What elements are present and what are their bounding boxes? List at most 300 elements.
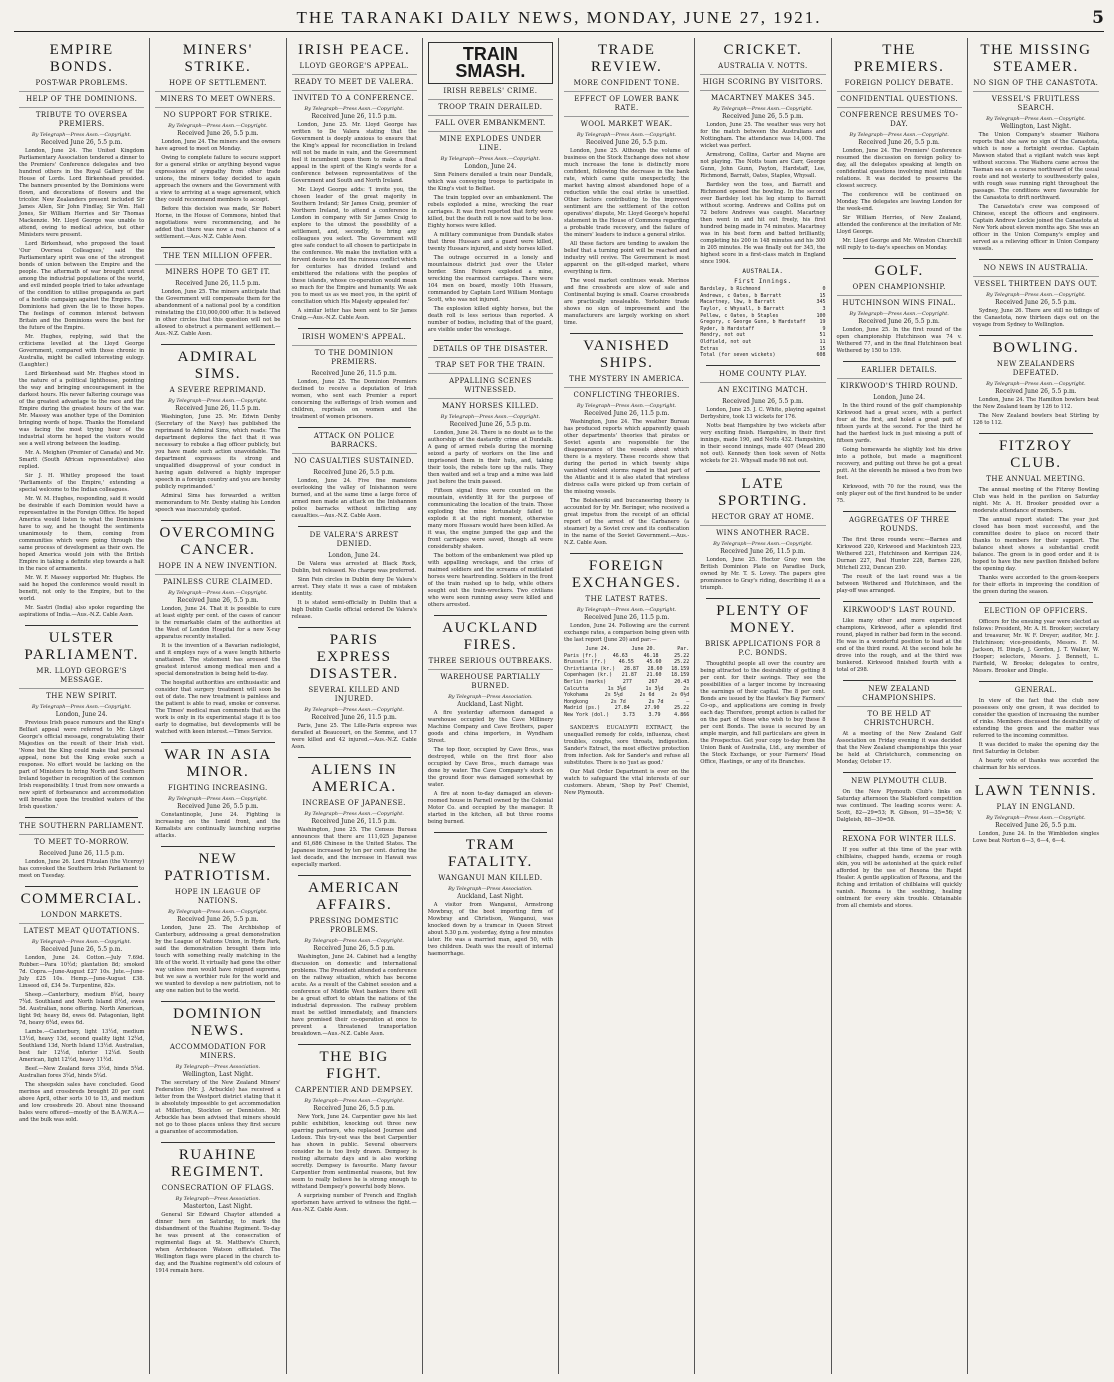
table-cell: 46.55 [618, 659, 634, 666]
article-paragraph: London, June 25. The miners anticipate that the Government will compensate them for the abandonment of a national pool by a condition reinstating the £10,000,000 offer. It is believed in other circles that this question will not be allowed to obstruct a permanent settlement.—Aus.-N.Z. Cable Assn. [155, 289, 281, 337]
table-cell: Ryder, b Hardstaff [700, 325, 755, 332]
article-subheading: KIRKWOOD'S THIRD ROUND. [837, 378, 962, 391]
data-table [700, 269, 825, 359]
article-dateline: Wellington, Last Night. [1000, 123, 1072, 130]
article-paragraph: A military communique from Dundalk states that three Hussars and a guard were killed, twenty Hussars injured, and sixty horses killed. [427, 232, 554, 252]
table-cell: Pellew, c Oates, b Staples [700, 312, 779, 319]
article-headline: ALIENS IN AMERICA. [310, 762, 398, 795]
table-cell: Madrid (ps.) [564, 705, 601, 712]
article-subheading: HOPE OF SETTLEMENT. [169, 79, 267, 87]
table-cell: 608 [816, 352, 826, 359]
table-cell: — [686, 698, 690, 705]
article [292, 757, 417, 869]
section-divider [434, 340, 547, 341]
article-headline: RUAHINE REGIMENT. [171, 1147, 265, 1180]
article-headline: THE PREMIERS. [853, 42, 945, 75]
article-paragraph: London, June 25. Mr. Lloyd George has written to De Valera stating that the Government is deeply anxious to ensure that the King's appeal for reconciliation in Ireland will not be made in vain, and the Government feel it incumbent upon them to make a final appeal in the spirit of the King's words for a conference between representatives of the Government and South and North Ireland. [291, 122, 417, 184]
article-dateline: Received June 26, 5.5 p.m. [995, 388, 1077, 395]
table-header-cell: Par. [677, 646, 690, 652]
table-cell: 20.43 [674, 678, 690, 685]
table-cell: 2s 7d [610, 698, 626, 705]
article-paragraph: London, June 25. In the first round of the open championship Hutchinson was 74 v. Wethered 77, and in the final Hutchinson beat Wethered by 150 to 159. [836, 327, 962, 354]
article-paragraph: It is stated semi-officially in Dublin that a high Dublin Castle official ordered De Valera's release. [291, 600, 417, 620]
article-paragraph: London, June 24. The Premiers' Conference resumed the discussion on foreign policy to-day, all the delegates speaking at length on confidential questions involving most intimate relations. It was decided to preserve the closest secrecy. [836, 148, 962, 189]
table-cell: 2s 7d [648, 698, 664, 705]
article-paragraph: London, June 24. The miners and the owners have agreed to meet on Monday. [155, 139, 281, 152]
article-paragraph: Constantinople, June 24. Fighting is increasing on the Ismid front, and the Kemalists are continually launching surprise attacks. [155, 812, 281, 839]
section-divider [161, 247, 274, 248]
article-byline: By Telegraph—Press Assn.—Copyright. [304, 811, 404, 817]
article-paragraph: Previous Irish peace rumours and the King's Belfast appeal were referred to Mr. Lloyd George's official message, congratulating their Majesties on the result of their Irish visit. 'None but the King could make that personal appeal, none but the King evoke such a response. No effort would be lacking on the part of Ministers to bring North and Southern Ireland together in recognition of the common Irish responsibility. I trust from now onwards a new spirit of forbearance and accommodation will breathe upon the troubled waters of the Irish question.' [19, 720, 145, 810]
article-paragraph: Sinn Feiners derailed a train near Dundalk, which was conveying troops to participate in the King's visit to Belfast. [427, 172, 553, 192]
article-paragraph: Beef.—New Zealand fores 3½d, hinds 5¾d. Australian fores 3¼d, hinds 5¼d. [19, 1066, 145, 1079]
table-cell: Brussels (fr.) [564, 659, 607, 666]
article-subheading: HOME COUNTY PLAY. [718, 369, 807, 378]
article-dateline: Received June 26, 5.5 p.m. [995, 822, 1077, 829]
section-divider [298, 875, 411, 876]
article-subheading: VESSEL'S FRUITLESS SEARCH. [973, 91, 1099, 113]
section-divider [25, 886, 138, 887]
table-cell: 277 [622, 678, 632, 685]
article-subheading: WINS ANOTHER RACE. [700, 525, 825, 538]
section-divider [979, 778, 1093, 779]
section-divider [161, 344, 274, 345]
article-paragraph: Admiral Sims has forwarded a written memorandum to Mr. Denby stating his London speech was inaccurately quoted. [155, 493, 281, 513]
article [700, 471, 825, 592]
article-paragraph: The train toppled over an embankment. The rebels exploded a mine, wrecking the rear carriages. It was first reported that forty were killed, but the death roll is now said to be less. Eighty horses were killed. [427, 195, 553, 229]
article-paragraph: The Union Company's steamer Waihora reports that she saw no sign of the Canastota, which is now a fortnight overdue. Captain Mawson stated that a vigilant watch was kept without success. The Waihora came across the Tasman sea on a course northward of the usual route and not westerly to southwesterly gales, with rough seas running right throughout the passage. The conditions were favourable for the Canastota to drift northward. [972, 132, 1099, 201]
article [19, 42, 144, 619]
article-subheading: POST-WAR PROBLEMS. [35, 79, 128, 87]
table-row [564, 692, 689, 699]
article-paragraph: Washington, June 24. The weather Bureau has produced reports which apparently quash other departments' theories that pirates or Soviet agents are responsible for the disappearance of the vessels about which there is a mystery. These records show that during the period in which twenty ships vanished violent storms raged in that part of the Atlantic and it is also stated that wireless distress calls were picked up from certain of the missing vessels. [564, 419, 690, 495]
article-paragraph: Washington, June 24. Cabinet had a lengthy discussion on domestic and international problems. The President attended a conference on the railway situation, which has become acute. As a result of the Cabinet session and a conference of Middle West bankers there will be a great effort to obtain the nations of the industrial depression. The railway problem must be settled immediately, and financiers have promised their co-operation at once to prevent a threatened transportation breakdown.—Aus.-N.Z. Cable Assn. [291, 954, 417, 1037]
article-subheading: CONSECRATION OF FLAGS. [161, 1184, 275, 1192]
article [155, 742, 280, 840]
article-paragraph: London, June 24. The Hamilton bowlers beat the New Zealand team by 126 to 112. [972, 397, 1099, 410]
article-paragraph: Thoughtful people all over the country are being attracted to the desirability of getting 8 per cent. for their savings. They see the possibilities of a larger income by increasing the earnings of their capital. The 8 per cent. Bonds are issued by the Hawke's Bay Farmers' Co-op., and applications are coming in freely each day. Therefore, prompt action is called for on the part of those who wish to buy these 8 per cent Bonds. The issue is secured by an ample margin, and full particulars are given in the Prospectus. Get your copy to-day from the Union Bank of Australia, Ltd., any member of the Stock Exchange, or your Farmers' Head Office, Hastings, or any of its Branches. [700, 660, 826, 765]
article-paragraph: London, June 25. The weather was very hot for the match between the Australians and Nottingham. The attendance was 14,000. The wicket was perfect. [700, 122, 826, 149]
table-cell: 2s 0½d [671, 692, 690, 699]
section-divider [843, 772, 956, 773]
article-byline: By Telegraph—Press Assn.—Copyright. [304, 1098, 404, 1104]
article-subheading: LATEST MEAT QUOTATIONS. [19, 923, 144, 936]
article-paragraph: London, June 24. Five fine mansions overlooking the valley of Inishannon were burned, and at the same time a large force of armed men made an attack on the Inishannon police barracks without inflicting any casualties.—Aus.-N.Z. Cable Assn. [291, 478, 417, 519]
article-paragraph: Going homewards he slightly lost his drive into a pothole, but made a magnificent recovery, and putting out three he got a great putt. At the eleventh he missed a two from two feet. [836, 447, 962, 481]
article-subheading: PRESSING DOMESTIC PROBLEMS. [309, 917, 399, 934]
table-cell: Hendry, not out [700, 332, 746, 339]
article-dateline: Received June 26, 5.5 p.m. [313, 469, 395, 476]
article-paragraph: Our Mail Order Department is ever on the watch to safeguard the vital interests of our customers. Abram, 'Shop by Post' Chemist, New Plymouth. [564, 768, 690, 796]
article-byline: By Telegraph—Press Assn.—Copyright. [304, 938, 404, 944]
article-dateline: Received June 26, 5.5 p.m. [858, 318, 940, 325]
article-paragraph: Sydney, June 26. There are still no tidings of the Canastota, now thirteen days out on the voyage from Sydney to Wellington. [972, 308, 1099, 328]
article-headline: OVERCOMING CANCER. [159, 525, 277, 558]
article-dateline: Received June 26, 5.5 p.m. [313, 1105, 395, 1112]
article [973, 778, 1099, 845]
article [700, 42, 825, 359]
article-byline: By Telegraph—Press Assn.—Copyright. [168, 398, 268, 404]
article-byline: By Telegraph—Press Assn.—Copyright. [713, 540, 813, 547]
newspaper-columns [14, 38, 1104, 1374]
article-subheading: NO SIGN OF THE CANASTOTA. [973, 79, 1099, 87]
section-divider [434, 615, 547, 616]
article-paragraph: London, June 25. J. C. White, playing against Derbyshire, took 13 wickets for 176. [700, 406, 826, 420]
article-paragraph: London, June 24. The United Kingdom Parliamentary Association tendered a dinner to the Premiers' Conference delegates and two hundred others in the Royal Gallery of the House of Lords. Lord Birkenhead presided. The banners presented by the Dominions were flown, and decorations of flowers and the tricolor. New Zealanders present included Sir James Allen, Sir John Findlay, Sir Wm. Hall Jones, Sir William Herries and Sir Thomas Mackenzie. Mr. Lloyd George was unable to attend, owing to medical advice, but other Ministers were present. [19, 148, 145, 238]
article [155, 520, 280, 736]
article-paragraph: Officers for the ensuing year were elected as follows: President, Mr. A. H. Brooker; secretary and treasurer, Mr. W. F. Dreyer; auditor, Mr. J. Hutchinson; vice-presidents, Messrs. F. M. Jackson, H. Dingle, J. Gordon, J. T. Walker, W. Hooper; selectors, Messrs. J. Bennett, L. Fairfield, W. Brooke; delegates to centre, Messrs. Brooker and Dingle. [972, 619, 1099, 674]
table-row [700, 326, 825, 333]
article-headline: NEW PATRIOTISM. [164, 851, 272, 884]
article-subheading: WOOL MARKET WEAK. [564, 116, 689, 129]
article-dateline: Received June 26, 5.5 p.m. [40, 946, 123, 953]
article-paragraph: Mr. W. F. Massey supported Mr. Hughes. He said he hoped the conference would result in benefit, not only to the Empire, but to the world. [19, 575, 145, 602]
table-row [564, 699, 689, 706]
article-byline: By Telegraph—Press Assn.—Copyright. [849, 311, 949, 317]
article-subheading: REXONA FOR WINTER ILLS. [842, 835, 957, 843]
article-subheading: MACARTNEY MAKES 345. [700, 90, 825, 103]
article-dateline: Received June 26, 11.5 p.m. [311, 818, 397, 825]
section-divider [843, 601, 956, 602]
article-byline: By Telegraph—Press Assn.—Copyright. [849, 132, 949, 138]
article-headline: LAWN TENNIS. [974, 783, 1098, 799]
table-cell: 345 [816, 299, 826, 306]
section-divider [298, 627, 411, 628]
table-cell: Paris (fr.) [564, 652, 598, 659]
article-subheading: AUSTRALIA V. NOTTS. [718, 62, 808, 70]
section-divider [298, 757, 411, 758]
section-divider [298, 1044, 411, 1045]
table-row [564, 653, 689, 660]
article-paragraph: The bottom of the embankment was piled up with appalling wreckage, and the cries of maimed soldiers and the screams of mutilated horses were heartrending. Soldiers in the front of the train rushed up to help, while others sought out the train-wreckers. Two civilians who were seen running away were killed and others arrested. [427, 553, 553, 608]
article-paragraph: The annual report stated: The year just closed has been most successful, and the committee desire to place on record their thanks to members for their support. The balance sheet shows a substantial credit balance. The green is in good order and it is hoped to have the new pavilion finished before the opening day. [972, 517, 1099, 572]
article-byline: By Telegraph—Press Assn.—Copyright. [576, 607, 677, 613]
table-row [564, 712, 689, 719]
table-cell: 21.87 [621, 672, 637, 679]
article-paragraph: Armstrong, Collins, Carter and Mayne are not playing. The Notts team are Carr, George Gunn, John Gunn, Payton, Hardstaff, Lee, Richmond, Barratt, Oates, Staples, Whysall. [700, 152, 826, 179]
article-subheading: WAREHOUSE PARTIALLY BURNED. [428, 669, 553, 691]
article [564, 553, 689, 719]
article-subheading: DETAILS OF THE DISASTER. [432, 345, 549, 353]
section-divider [843, 511, 956, 512]
table-cell: Taylor, c Whysall, b Barratt [700, 305, 785, 312]
article [837, 42, 962, 252]
section-divider [161, 520, 274, 521]
table-cell: 3.73 [622, 711, 635, 718]
article-paragraph: Lambs.—Canterbury, light 13½d, medium 13½d, heavy 13d, second quality light 12¾d, Southland 13d, North Island 13½d. Australian, best fair 12½d, inferior 12¼d. South American, light 12½d, heavy 11½d. [19, 1029, 145, 1063]
article-byline: By Telegraph—Press Assn.—Copyright. [31, 132, 132, 138]
article-subheading: ELECTION OF OFFICERS. [984, 607, 1088, 615]
table-cell: 25.22 [674, 659, 690, 666]
article-byline: By Telegraph—Press Association. [175, 1064, 261, 1070]
table-cell: Oldfield, not out [700, 338, 752, 345]
article-dateline: Received June 26, 5.5 p.m. [585, 139, 668, 146]
column-3 [287, 38, 423, 1374]
article-subheading: MANY HORSES KILLED. [428, 398, 553, 411]
article-paragraph: The wool market continues weak. Merinos and fine crossbreds are slow of sale and Continental buying is small. Coarse crossbreds are practically unsaleable. Yorkshire trade shows no sign of improvement and the manufacturers are largely working on short time. [564, 278, 690, 326]
article-subheading: HECTOR GRAY AT HOME. [711, 512, 815, 521]
article-dateline: Received June 26, 5.5 p.m. [177, 916, 259, 923]
article-paragraph: London, June 25. Hector Gray won the British Dominion Plate on Paradise Duck, owned by Mr. T. S. Lovey. The papers give prominence to Gray's riding, describing it as a triumph. [700, 556, 826, 591]
article-paragraph: A fire yesterday afternoon damaged a warehouse occupied by the Cave Millinery Machine Company and Cave Brothers, paper goods and china importers, in Wyndham Street. [427, 710, 553, 744]
table-row [700, 299, 825, 306]
article [973, 602, 1099, 675]
article [564, 333, 689, 547]
section-divider [843, 258, 956, 259]
article-dateline: Received June 26, 5.5 p.m. [177, 597, 259, 604]
table-cell: 28.87 [623, 665, 639, 672]
article-paragraph: New York, June 24. Carpentier gave his last public exhibition, knocking out three new sparring partners, who replaced Journee and Ledoux. This try-out was the best Carpentier has shown in public. Several observers consider he is too lively drawn. Dempsey is resting alternate days and is also working secretly. Dempsey is favourite. Many favour Carpentier from sentimental reasons, but few seem to really believe he is strong enough to withstand Dempsey's powerful body blows. [291, 1114, 417, 1190]
article-dateline: Auckland, Last Night. [457, 701, 524, 708]
article-dateline: Received June 26, 5.5 p.m. [449, 421, 532, 428]
table-row [564, 672, 689, 679]
article-subheading: OPEN CHAMPIONSHIP. [852, 283, 946, 291]
article-subheading: NO CASUALTIES SUSTAINED. [292, 453, 417, 466]
section-divider [161, 742, 274, 743]
article-subheading: APPALLING SCENES WITNESSED. [428, 373, 553, 395]
table-row [700, 332, 825, 339]
article-headline: AUCKLAND FIRES. [442, 620, 539, 653]
article-subheading: INVITED TO A CONFERENCE. [292, 90, 417, 103]
table-header-cell: June 24. [585, 646, 610, 652]
article-dateline: Received June 26, 5.5 p.m. [40, 139, 123, 146]
article-dateline: Received June 26, 11.5 p.m. [584, 614, 670, 621]
article-paragraph: A surprising number of French and English sportsmen have arrived to witness the fight.—Aus.-N.Z. Cable Assn. [291, 1193, 417, 1213]
article-byline: By Telegraph—Press Association. [448, 886, 533, 892]
article-byline: By Telegraph—Press Assn.—Copyright. [168, 909, 268, 915]
column-5 [559, 38, 695, 1374]
article-subheading: IRISH REBELS' CRIME. [443, 87, 538, 95]
table-cell: Berlin (marks) [564, 678, 607, 685]
article-subheading: CONFLICTING THEORIES. [564, 387, 689, 400]
article-paragraph: General Sir Edward Chaytor attended a dinner here on Saturday, to mark the disbandment of the Ruahine Regiment. To-day he was present at the consecration of regimental flags at St. Matthew's Church, when Archdeacon Watson officiated. The Wellington flags were placed in the church to-day, and the Ruahine regiment's old colours of 1914 remain here. [155, 1212, 281, 1274]
article-headline: FOREIGN EXCHANGES. [571, 558, 682, 591]
section-divider [25, 817, 138, 818]
table-row [564, 666, 689, 673]
table-row [564, 679, 689, 686]
article-paragraph: Sir J. H. Whitley proposed the toast 'Parliaments of the Empire,' extending a special welcome to the Indian colleagues. [19, 473, 145, 493]
article-byline: By Telegraph—Press Assn.—Copyright. [168, 796, 268, 802]
article-dateline: Received June 26, 5.5 p.m. [722, 397, 804, 405]
article-subheading: SEVERAL KILLED AND INJURED. [308, 686, 400, 703]
article [973, 681, 1099, 772]
section-divider [570, 333, 683, 334]
article-paragraph: Sinn Fein circles in Dublin deny De Valera's arrest. They state it was a case of mistaken identity. [291, 577, 417, 597]
table-cell: 46.18 [643, 652, 659, 659]
table-cell: 0 [822, 286, 826, 293]
article-headline: ADMIRAL SIMS. [177, 349, 259, 382]
article-paragraph: The annual meeting of the Fitzroy Bowling Club was held in the pavilion on Saturday night. Mr. A. H. Brooker presided over a moderate attendance of members. [972, 487, 1099, 514]
table-cell: 18.159 [671, 665, 690, 672]
article [19, 886, 144, 1124]
article [292, 328, 417, 421]
article-headline: TRADE REVIEW. [591, 42, 663, 75]
table-cell: 3.79 [648, 711, 661, 718]
article-subheading: AN EXCITING MATCH. [700, 382, 825, 395]
column-7 [832, 38, 968, 1374]
article-paragraph: Kirkwood, with 70 for the round, was the only player out of the first hundred to be under 75. [836, 484, 962, 504]
table-cell: 18.159 [671, 672, 690, 679]
table-cell: 25.22 [674, 652, 690, 659]
article-paragraph: Mr. Lloyd George adds: 'I invite you, the chosen leader of the great majority in Southern Ireland; Sir James Craig, premier of Northern Ireland, to attend a conference in London in company with Sir James Craig to explore to the utmost the possibility of a settlement, and, secondly, to bring any colleagues you select. The Government will give safe conduct to all chosen to participate in the conference. We make the invitation with a fervent desire to end the ruinous conflict which for centuries has divided Ireland and embittered the relations with the peoples of these islands, whose co-operation would mean so much for the Empire and humanity. We ask you to meet us as we meet you, in the spirit of conciliation which His Majesty appealed for.' [291, 187, 417, 305]
column-1 [14, 38, 150, 1374]
page-number: 5 [1092, 8, 1104, 28]
article [428, 42, 553, 334]
table-cell: Extras [700, 345, 719, 352]
article-paragraph: London, June 26. Lord Fitzalan (the Viceroy) has convoked the Southern Irish Parliament to meet on Tuesday. [19, 859, 145, 879]
article-subheading: CARPENTIER AND DEMPSEY. [294, 1086, 414, 1094]
article-headline: COMMERCIAL. [20, 891, 143, 907]
article [19, 625, 144, 811]
article-paragraph: London, June 25. The Dominion Premiers declined to receive a deputation of Irish women, who sent each Premier a report concerning the sufferings of Irish women and children, reprisals on women and the treatment of women prisoners. [291, 379, 417, 420]
article-subheading: MINERS HOPE TO GET IT. [155, 264, 280, 277]
article-dateline: Received June 26, 11.5 p.m. [175, 280, 261, 287]
article-dateline: London, June 24. [328, 552, 380, 559]
table-cell: Macartney, lbw, b Barratt [700, 299, 776, 306]
article-byline: By Telegraph—Press Assn.—Copyright. [304, 106, 404, 112]
article-subheading: ACCOMMODATION FOR MINERS. [169, 1043, 266, 1060]
table-cell: 3 [822, 305, 826, 312]
article [155, 344, 280, 514]
article-paragraph: Washington, June 25. The Census Bureau announces that there are 111,025 Japanese and 61,686 Chinese in the United States. The Japanese increased by ten per cent. during the last decade, and the increase in Hawaii was especially marked. [291, 827, 417, 868]
article-paragraph: Mr. Sastri (India) also spoke regarding the aspirations of India.—Aus.-N.Z. Cable Assn. [19, 605, 145, 618]
article-headline: IRISH PEACE. [298, 42, 411, 58]
article-paragraph: It is the invention of a Bavarian radiologist, and it employs rays of a wave length hitherto unattained. The statement has aroused the greatest interest among medical men and a special demonstration is being held to-day. [155, 643, 281, 677]
article-byline: By Telegraph—Press Assn.—Copyright. [31, 704, 132, 710]
data-table [564, 646, 689, 719]
table-cell: 4.866 [674, 711, 690, 718]
column-2 [150, 38, 286, 1374]
article-subheading: THE TEN MILLION OFFER. [163, 252, 273, 260]
section-divider [161, 846, 274, 847]
article-subheading: HUTCHINSON WINS FINAL. [837, 295, 962, 308]
article [292, 1044, 417, 1214]
table-cell: Andrews, c Oates, b Barratt [700, 292, 782, 299]
article-subheading: THE ANNUAL MEETING. [986, 475, 1086, 483]
article-dateline: Received June 26, 11.5 p.m. [311, 370, 397, 377]
article-headline: MINERS' STRIKE. [182, 42, 253, 75]
table-cell: Total (for seven wickets) [700, 352, 776, 359]
article-subheading: READY TO MEET DE VALERA. [292, 74, 417, 87]
section-divider [570, 553, 683, 554]
article-headline: PLENTY OF MONEY. [716, 602, 810, 636]
article [155, 846, 280, 995]
article-dateline: Received June 26, 11.5 p.m. [584, 410, 670, 417]
article-paragraph: A similar letter has been sent to Sir James Craig.—Aus.-N.Z. Cable Assn. [291, 308, 417, 321]
article-subheading: CONFERENCE RESUMES TO-DAY. [837, 107, 962, 129]
article-byline: By Telegraph—Press Assn.—Copyright. [576, 132, 677, 138]
article-dateline: Received June 26, 11.5 p.m. [311, 113, 397, 120]
article-subheading: HIGH SCORING BY VISITORS. [700, 74, 825, 87]
article-byline: By Telegraph—Press Assn.—Copyright. [31, 939, 132, 945]
article-subheading: BRISK APPLICATIONS FOR 8 P.C. BONDS. [704, 639, 821, 657]
article-subheading: LONDON MARKETS. [40, 911, 123, 919]
article-subheading: EARLIER DETAILS. [861, 366, 938, 374]
table-row [700, 293, 825, 300]
masthead [14, 4, 1104, 32]
section-divider [161, 1142, 274, 1143]
section-divider [298, 427, 411, 428]
article-subheading: ATTACK ON POLICE BARRACKS. [313, 432, 395, 449]
article-subheading: KIRKWOOD'S LAST ROUND. [842, 606, 956, 614]
section-divider [706, 598, 819, 599]
section-divider [706, 471, 819, 472]
article-byline: By Telegraph—Press Assn.—Copyright. [986, 815, 1086, 821]
article-paragraph: The top floor, occupied by Cave Bros., was destroyed, while on the first floor also occupied by Cave Bros., much damage was done by water. The Cave Company's stock on the ground floor was damaged somewhat by water. [427, 747, 553, 788]
article-paragraph: The conference will be continued on Monday. The delegates are leaving London for the week-end. [836, 192, 962, 212]
table-row [700, 306, 825, 313]
section-divider [298, 328, 411, 329]
table-cell: Calcutta [564, 685, 589, 692]
section-divider [979, 259, 1093, 260]
article-paragraph: De Valera was arrested at Black Rock, Dublin, but released. No charge was preferred. [291, 561, 417, 574]
article [564, 42, 689, 327]
article-subheading: NEW ZEALANDERS DEFEATED. [996, 360, 1075, 377]
article-byline: By Telegraph—Press Assn.—Copyright. [304, 707, 404, 713]
table-cell: Bardsley, b Richmond [700, 286, 761, 293]
article-subheading: VESSEL THIRTEEN DAYS OUT. [973, 276, 1099, 289]
article-subheading: IRISH WOMEN'S APPEAL. [302, 333, 407, 341]
article-headline: BOWLING. [992, 340, 1080, 356]
table-cell: 2s 5½d [604, 692, 623, 699]
table-cell: 25.22 [674, 705, 690, 712]
article-headline: FITZROY CLUB. [998, 438, 1073, 471]
article [700, 365, 825, 465]
article-subheading: HELP OF THE DOMINIONS. [19, 91, 144, 104]
article-subheading: TO MEET TO-MORROW. [19, 834, 144, 847]
table-cell: 15 [819, 345, 826, 352]
article-paragraph: Like many other and more experienced champions, Kirkwood, after a splendid first round, played in rather bad form in the second. He was in a wonderful position to lead at the end of the third round. At the second hole he drove into the rough, and at the third was bunkered. Kirkwood finished fourth with a total of 298. [836, 618, 962, 673]
table-cell: New York (dol.) [564, 711, 610, 718]
article-paragraph: The result of the last round was a tie between Wethered and Hutchinson, and the play-off was arranged. [836, 574, 962, 594]
article-paragraph: London, June 25. The Archbishop of Canterbury, addressing a great demonstration by the League of Nations Union, in Hyde Park, said the demonstration brought them into touch with something really matching in the life of the world. It virtually had gone the other way unless men would have reigned supreme, but we saw a worthier rule for the world and we wanted to develop a new patriotism, not to any one nation but to the world. [155, 925, 281, 994]
article-dateline: London, June 24. [464, 163, 517, 170]
article-byline: By Telegraph—Press Assn.—Copyright. [440, 156, 541, 162]
article-subheading: THE MYSTERY IN AMERICA. [569, 375, 684, 383]
article-paragraph: London, June 24. There is no doubt as to the authorship of the dastardly crime at Dundalk. A gang of armed rebels during the morning seized a party of workers on the line and imprisoned them in their huts, and, taking their tools, the rebels tore up the rails. They then waited and set a trap and a mine was laid just before the train passed. [427, 430, 553, 485]
article-subheading: PAINLESS CURE CLAIMED. [155, 574, 280, 587]
article-byline: By Telegraph—Press Assn.—Copyright. [986, 116, 1086, 122]
article-dateline: Received June 26, 5.5 p.m. [995, 299, 1077, 306]
article-subheading: MR. LLOYD GEORGE'S MESSAGE. [36, 667, 127, 684]
article [973, 335, 1099, 427]
article-paragraph: The New Zealand bowlers beat Stirling by 126 to 112. [972, 413, 1099, 426]
table-header-cell: June 20. [631, 646, 656, 652]
article-subheading: THE LATEST RATES. [585, 595, 668, 603]
column-6 [695, 38, 831, 1374]
table-cell: 11 [819, 338, 826, 345]
article-dateline: Wellington, Last Night. [182, 1071, 254, 1078]
article-subheading: THE NEW SPIRIT. [19, 688, 144, 701]
article-paragraph: It was decided to make the opening day the first Saturday in October. [972, 742, 1099, 755]
article-subheading: WANGANUI MAN KILLED. [438, 874, 543, 882]
article-byline: By Telegraph—Press Assn.—Copyright. [440, 414, 541, 420]
article [837, 511, 962, 595]
table-cell: 100 [816, 312, 826, 319]
article-headline: DOMINION NEWS. [173, 1006, 263, 1039]
article [292, 42, 417, 322]
article-headline: THE MISSING STEAMER. [980, 42, 1092, 75]
article-subheading: TRIBUTE TO OVERSEA PREMIERS. [19, 107, 144, 129]
article-paragraph: London, June 24. That it is possible to cure at least eighty per cent. of the cases of cancer is the remarkable claim of the authorities at the West of London Hospital for a new X-ray apparatus recently installed. [155, 606, 281, 640]
article-dateline: Received June 26, 5.5 p.m. [313, 945, 395, 952]
article-headline: CRICKET. [723, 42, 803, 58]
article-subheading: TROOP TRAIN DERAILED. [428, 99, 553, 112]
article-paragraph: London, June 24. Cotton.—July 7.69d. Rubber.—Para 10½d; plantation 8d; smoked 7d. Copra.—June-August £27 10s. Jute.—June-July £25 10s. Hemp.—June-August £38. Linseed oil, £34 5s. Turpentine, 82s. [19, 955, 145, 989]
table-cell: 267 [648, 678, 658, 685]
article-paragraph: Paris, June 25. The Lille-Paris express was derailed at Beaucourt, on the Somme, and 17 were killed and 42 injured.—Aus.-N.Z. Cable Assn. [291, 723, 417, 750]
table-row [700, 319, 825, 326]
